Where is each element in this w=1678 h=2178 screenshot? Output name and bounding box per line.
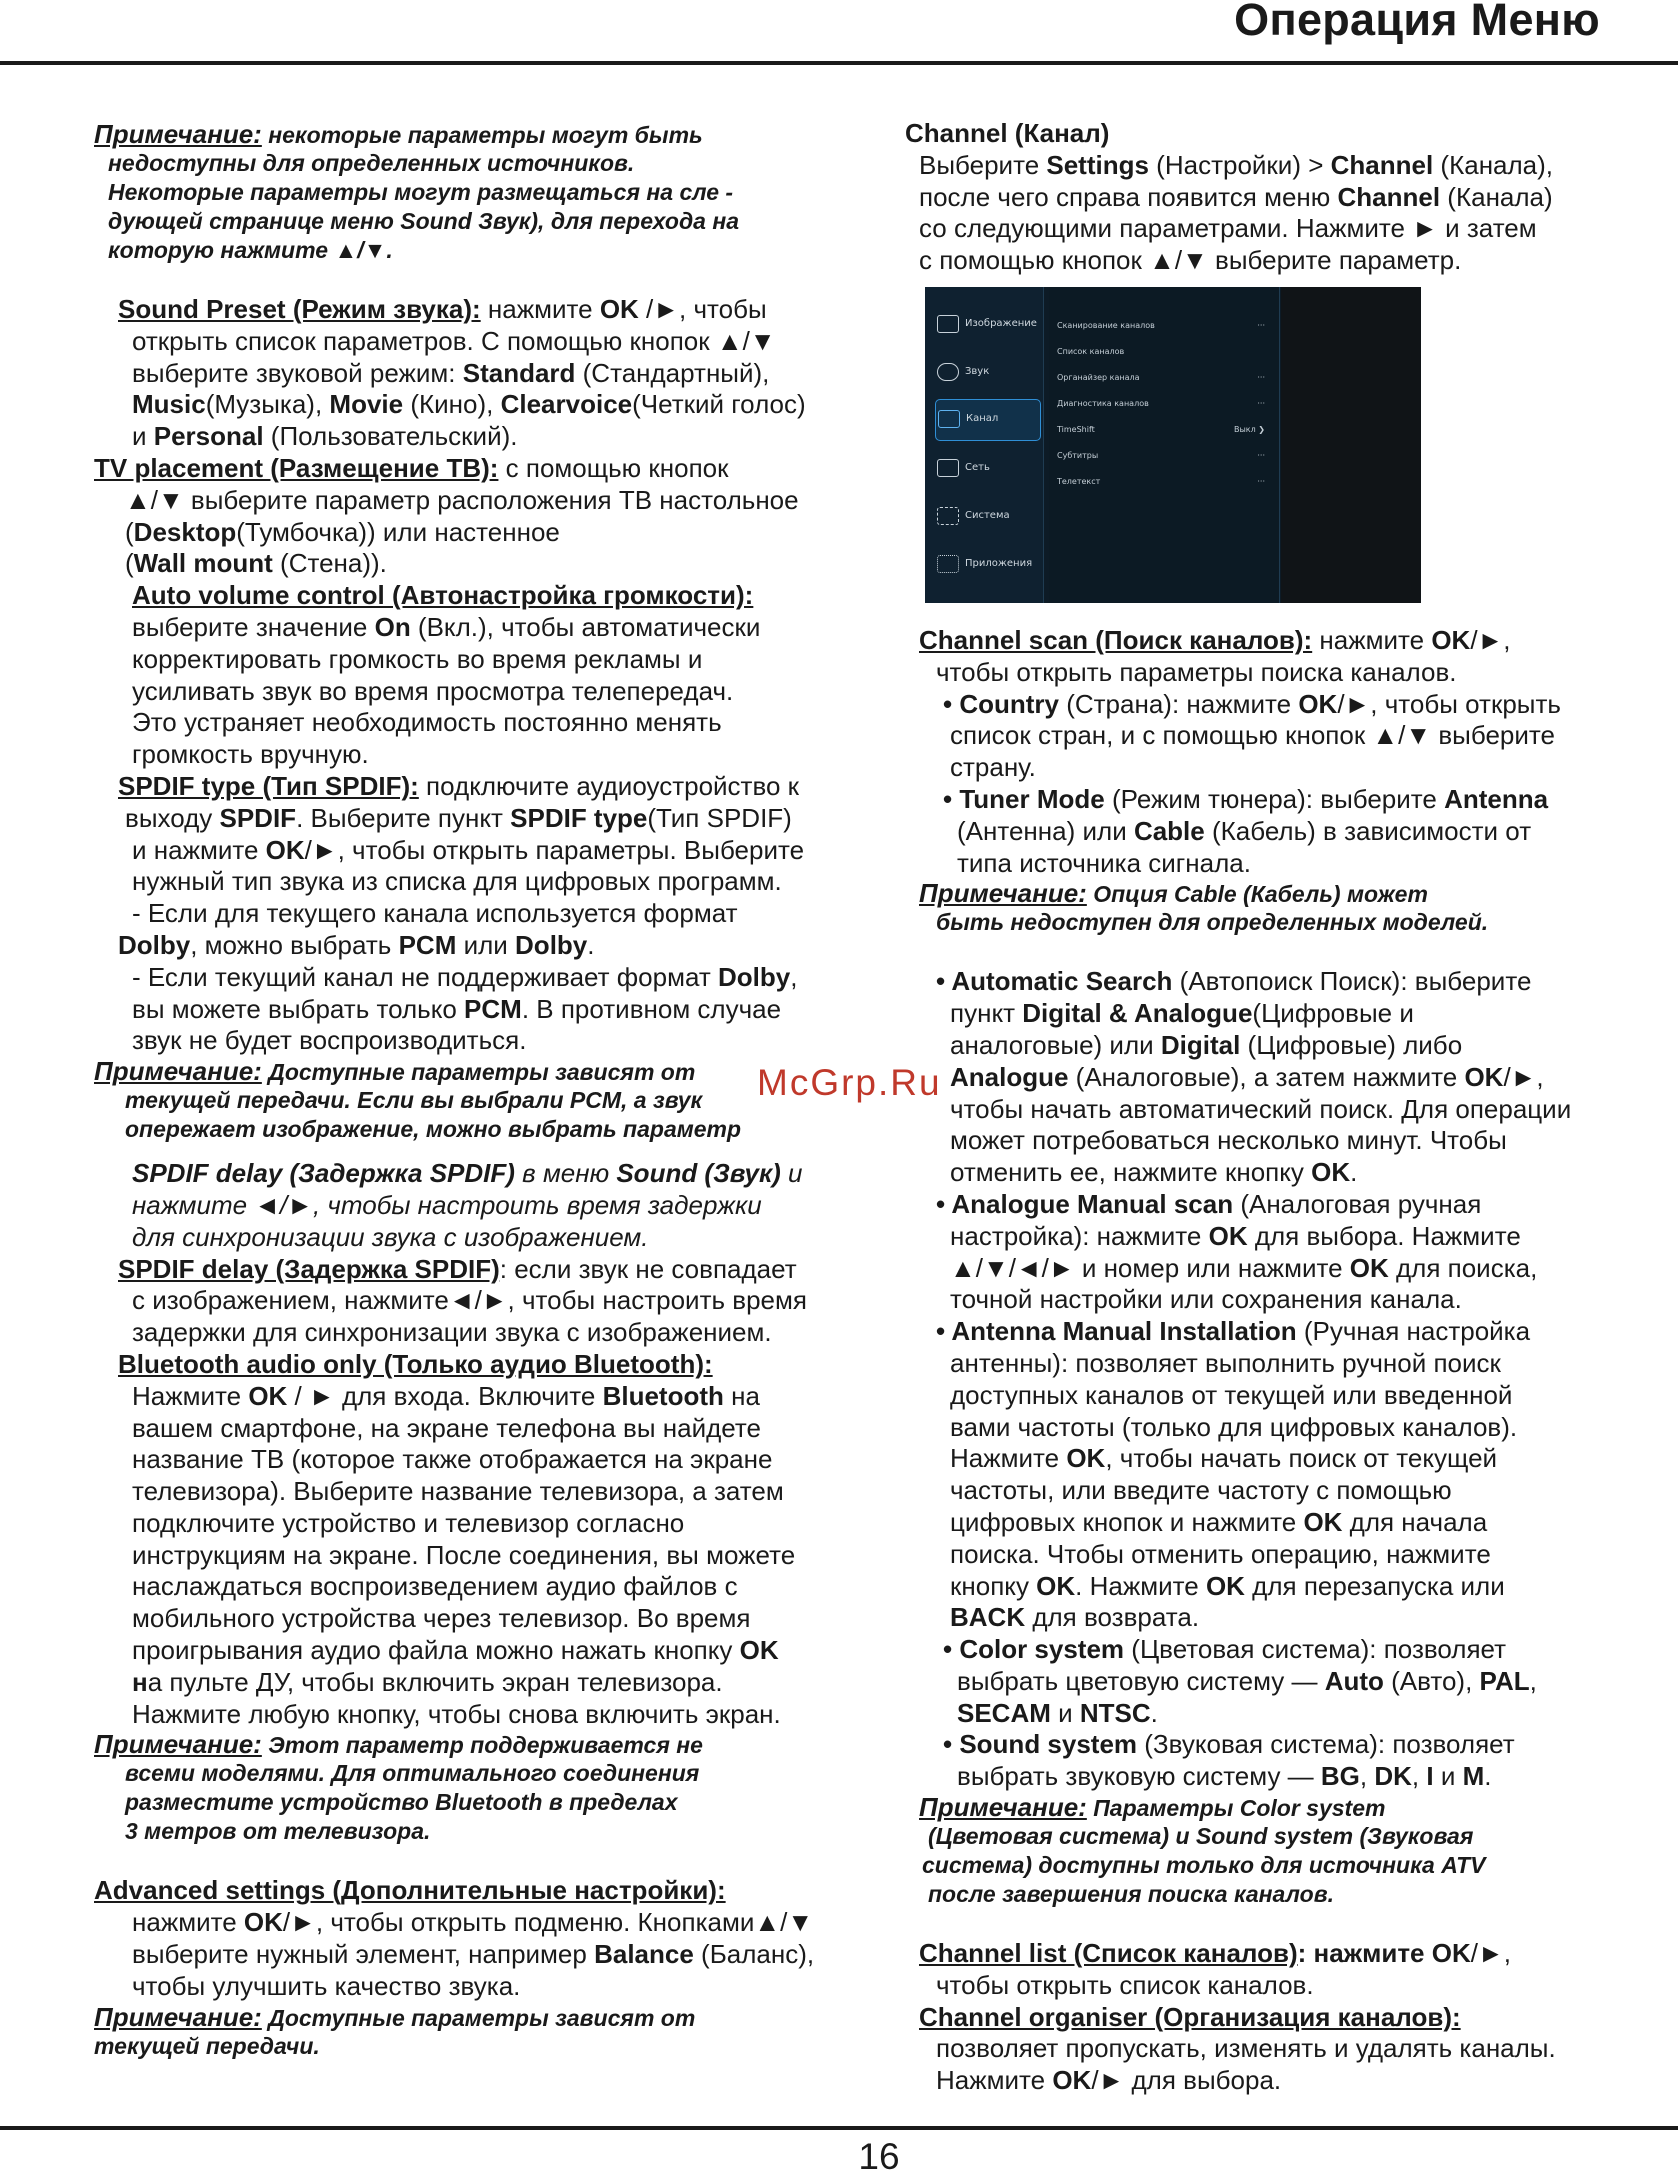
tv-menu-channel-list (1049, 287, 1280, 603)
note-label: Примечание: (919, 878, 1087, 909)
tv-menu-item-sound: Звук (935, 353, 1039, 393)
channel-icon (938, 410, 960, 428)
note-advanced: Примечание: Доступные параметры зависят от текущей передачи. (94, 2001, 696, 2059)
note-bluetooth: Примечание: Этот параметр поддерживается не всеми моделями. Для оптимального соединения разместите устройство Bluetooth в пределах 3 метров от телевизора. (94, 1729, 703, 1845)
tv-placement-heading: TV placement (Размещение ТВ): (94, 452, 499, 483)
auto-volume-section: Auto volume control (Автонастройка громкости): выберите значение On (Вкл.), чтобы автоматически корректировать громкость во время рекламы и усиливать звук во время просмотра телепередач. Это устраняет необходимость постоянно менять громкость вручную. (132, 580, 761, 770)
note-label: Примечание: (94, 1729, 262, 1760)
tv-menu-row: Субтитры ··· (1057, 450, 1265, 460)
page-header-title: Операция Меню (1234, 0, 1600, 45)
tv-menu-item-picture: Изображение (935, 305, 1039, 345)
tv-menu-row: Телетекст ··· (1057, 476, 1265, 486)
tuner-mode-item: • Tuner Mode (Режим тюнера): выберите Antenna (Антенна) или Cable (Кабель) в зависимости от типа источника сигнала. (943, 783, 1549, 878)
header-rule (0, 61, 1678, 65)
bluetooth-section: Bluetooth audio only (Только аудио Bluetooth): Нажмите OK / ► для входа. Включите Bluetooth на вашем смартфоне, на экране телефона вы найдете название ТВ (которое также отображается на экране телевизора). Выберите название телевизора, а затем подключите устройство и телевизор согласно инструкциям на экране. После соединения, вы можете наслаждаться воспроизведением аудио файлов с мобильного устройства через телевизор. Во время проигрывания аудио файла можно нажать кнопку OK на пульте ДУ, чтобы включить экран телевизора. Нажмите любую кнопку, чтобы снова включить экран. (118, 1348, 796, 1729)
advanced-settings-section: Advanced settings (Дополнительные настройки): нажмите OK/►, чтобы открыть подменю. Кнопками▲/▼ выберите нужный элемент, например Balance (Баланс), чтобы улучшить качество звука. (94, 1875, 815, 2001)
note-cable: Примечание: Опция Cable (Кабель) может быть недоступен для определенных моделей. (919, 878, 1489, 936)
sound-preset-heading: Sound Preset (Режим звука): (118, 294, 481, 324)
footer-rule (0, 2126, 1678, 2130)
tv-menu-row: TimeShift Выкл ❯ (1057, 424, 1265, 434)
channel-list-heading: Channel list (Список каналов) (919, 1938, 1298, 1969)
sound-icon (937, 363, 959, 381)
tv-menu-row: Органайзер канала ··· (1057, 372, 1265, 382)
picture-icon (937, 315, 959, 333)
page-number: 16 (858, 2136, 900, 2177)
tv-menu-item-channel: Канал (935, 399, 1041, 441)
tv-menu-row: Сканирование каналов ··· (1057, 320, 1265, 330)
antenna-manual-installation-item: • Antenna Manual Installation (Ручная настройка антенны): позволяет выполнить ручной поиск доступных каналов от текущей или введенной вами частоты (только для цифровых каналов). Нажмите OK, чтобы начать поиск от текущей частоты, или введите частоту с помощью цифровых кнопок и нажмите OK для начала поиска. Чтобы отменить операцию, нажмите кнопку OK. Нажмите OK для перезапуска или BACK для возврата. (936, 1316, 1531, 1633)
note-pcm: Примечание: Доступные параметры зависят от текущей передачи. Если вы выбрали PCM, а звук опережает изображение, можно выбрать параметр SPDIF delay (Задержка SPDIF) в меню Sound (Звук) и нажмите ◄/►, чтобы настроить время задержки для синхронизации звука с изображением. (94, 1056, 803, 1252)
spdif-type-section: SPDIF type (Тип SPDIF): подключите аудиоустройство к выходу SPDIF. Выберите пункт SPDIF type(Тип SPDIF) и нажмите OK/►, чтобы открыть параметры. Выберите нужный тип звука из списка для цифровых программ. - Если для текущего канала используется формат Dolby, можно выбрать PCM или Dolby. - Если текущий канал не поддерживает формат Dolby, вы можете выбрать только PCM. В противном случае звук не будет воспроизводиться. (118, 770, 805, 1056)
auto-volume-heading: Auto volume control (Автонастройка громкости): (132, 580, 754, 611)
automatic-search-item: • Automatic Search (Автопоиск Поиск): выберите пункт Digital & Analogue(Цифровые и аналоговые) или Digital (Цифровые) либо Analogue (Аналоговые), а затем нажмите OK/►, чтобы начать автоматический поиск. Для операции может потребоваться несколько минут. Чтобы отменить ее, нажмите кнопку OK. (936, 966, 1572, 1188)
channel-organiser-heading: Channel organiser (Организация каналов): (919, 2001, 1461, 2032)
bluetooth-heading: Bluetooth audio only (Только аудио Bluetooth): (118, 1348, 713, 1379)
country-item: • Country (Страна): нажмите OK/►, чтобы открыть список стран, и с помощью кнопок ▲/▼ выберите страну. (943, 688, 1561, 783)
tv-placement-section: TV placement (Размещение ТВ): с помощью кнопок ▲/▼ выберите параметр расположения ТВ настольное (Desktop(Тумбочка)) или настенное (Wall mount (Стена)). (94, 452, 799, 579)
apps-icon (937, 555, 959, 573)
channel-section: Channel (Канал) Выберите Settings (Настройки) > Channel (Канала), после чего справа появится меню Channel (Канала) со следующими параметрами. Нажмите ► и затем с помощью кнопок ▲/▼ выберите параметр. (905, 118, 1635, 277)
watermark: McGrp.Ru (757, 1062, 942, 1103)
tv-menu-row: Диагностика каналов ··· (1057, 398, 1265, 408)
tv-menu-sidebar (925, 287, 1044, 603)
note-label: Примечание: (919, 1792, 1087, 1823)
channel-heading: Channel (Канал) (905, 118, 1110, 148)
channel-organiser-section: Channel organiser (Организация каналов): позволяет пропускать, изменять и удалять каналы. Нажмите OK/► для выбора. (919, 2001, 1556, 2096)
note-label: Примечание: (94, 119, 262, 149)
note-atv: Примечание: Параметры Color system (Цветовая система) и Sound system (Звуковая система) доступны только для источника ATV после завершения поиска каналов. (919, 1792, 1486, 1908)
advanced-settings-heading: Advanced settings (Дополнительные настройки): (94, 1875, 726, 1906)
channel-scan-section: Channel scan (Поиск каналов): нажмите OK/►, чтобы открыть параметры поиска каналов. (919, 624, 1511, 687)
system-icon (937, 507, 959, 525)
right-column (905, 118, 1635, 2097)
note-sources: Примечание: некоторые параметры могут быть недоступны для определенных источников. Некоторые параметры могут размещаться на сле - дующей странице меню Sound Звук), для перехода на которую нажмите ▲/▼. (94, 119, 740, 263)
spdif-type-heading: SPDIF type (Тип SPDIF): (118, 770, 419, 801)
color-system-item: • Color system (Цветовая система): позволяет выбрать цветовую систему — Auto (Авто), PAL, SECAM и NTSC. (943, 1634, 1537, 1728)
spdif-delay-heading: SPDIF delay (Задержка SPDIF) (118, 1253, 500, 1284)
sound-preset-section: Sound Preset (Режим звука): нажмите OK /►, чтобы открыть список параметров. С помощью кнопок ▲/▼ выберите звуковой режим: Standard (Стандартный), Music(Музыка), Movie (Кино), Clearvoice(Четкий голос) и Personal (Пользовательский). (118, 294, 806, 452)
channel-list-section: Channel list (Список каналов): нажмите OK/►, чтобы открыть список каналов. (919, 1938, 1511, 2000)
tv-menu-item-system: Система (935, 497, 1039, 537)
network-icon (937, 459, 959, 477)
analogue-manual-scan-item: • Analogue Manual scan (Аналоговая ручная настройка): нажмите OK для выбора. Нажмите ▲/▼/◄/► и номер или нажмите OK для поиска, точной настройки или сохранения канала. (936, 1188, 1538, 1315)
note-label: Примечание: (94, 1056, 262, 1087)
note-label: Примечание: (94, 2001, 262, 2032)
spdif-delay-section: SPDIF delay (Задержка SPDIF): если звук не совпадает с изображением, нажмите◄/►, чтобы настроить время задержки для синхронизации звука с изображением. (118, 1253, 807, 1348)
tv-menu-background (1281, 287, 1421, 603)
tv-menu-row: Список каналов (1057, 346, 1125, 356)
sound-system-item: • Sound system (Звуковая система): позволяет выбрать звуковую систему — BG, DK, I и M. (943, 1729, 1515, 1792)
tv-menu-item-apps: Приложения (935, 545, 1039, 585)
channel-scan-heading: Channel scan (Поиск каналов): (919, 624, 1313, 655)
tv-menu-screenshot (925, 287, 1421, 603)
tv-menu-item-network: Сеть (935, 449, 1039, 489)
